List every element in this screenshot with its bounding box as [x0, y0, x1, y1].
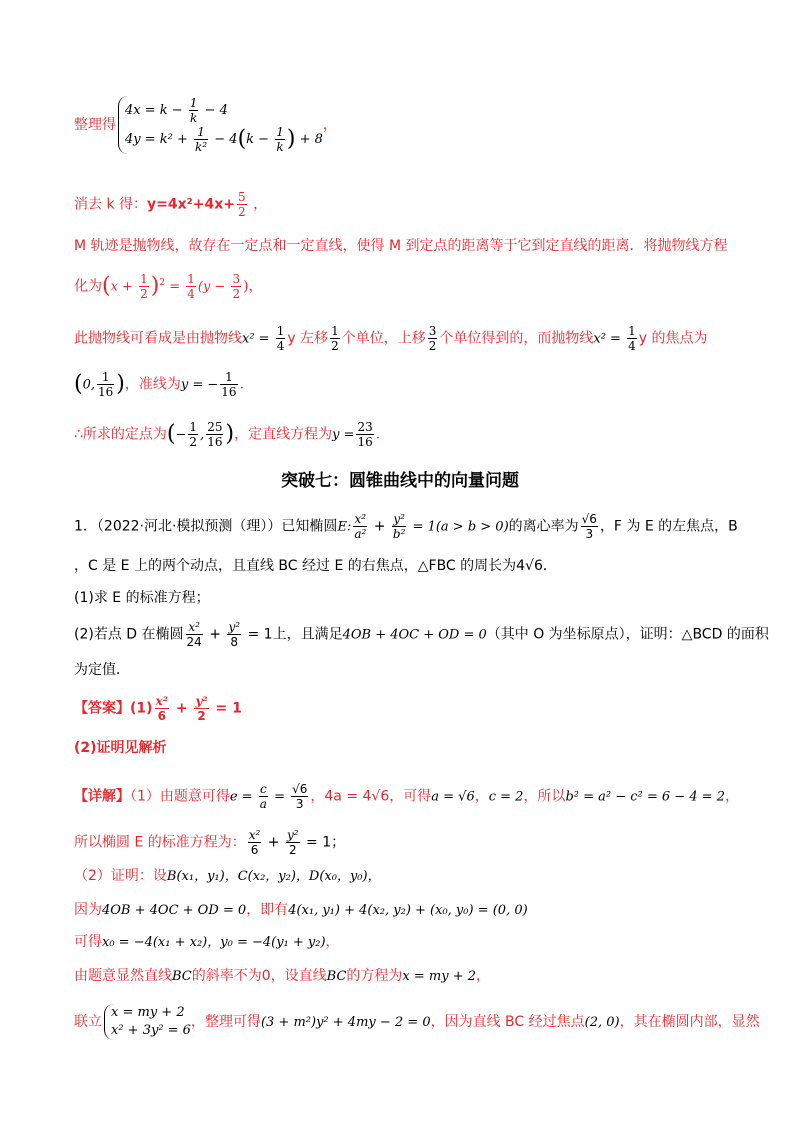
num: x²	[354, 512, 367, 526]
e5-c: 的斜率不为0，设直线	[191, 968, 327, 984]
frac-root6-3	[581, 512, 598, 541]
frac-5-over-2	[237, 190, 247, 219]
eq2-right: + 8	[295, 132, 323, 147]
p5-g: y 的焦点为	[638, 330, 708, 347]
eq-d: )，	[243, 278, 263, 295]
frac-y2-2	[286, 828, 300, 857]
e3-b: 4OB + 4OC + OD = 0	[102, 903, 247, 918]
num: √6	[292, 782, 308, 796]
num: 23	[357, 420, 373, 434]
square-sup: 2	[159, 277, 166, 288]
p7-b: −	[175, 427, 187, 443]
q1-d: = 1(a > b > 0)	[408, 519, 509, 535]
den: a²	[354, 527, 367, 541]
line-reorganize	[74, 96, 337, 154]
frac-y2-8	[227, 620, 241, 649]
detail-line-5	[74, 932, 340, 953]
question-line-1	[74, 512, 738, 541]
detail-line-4	[74, 900, 528, 921]
p6-d: .	[239, 376, 245, 393]
answer-line	[74, 694, 242, 723]
den: k	[276, 140, 284, 154]
reorganize-label: 整理得	[74, 117, 116, 133]
frac-3-2	[231, 272, 241, 301]
ans-b: +	[170, 700, 193, 717]
num: 1	[331, 324, 339, 338]
num: y²	[393, 512, 405, 526]
eq1-right: − 4	[200, 103, 228, 118]
den: 2	[286, 842, 300, 857]
det-f: ，	[474, 788, 489, 805]
num: y²	[195, 694, 208, 708]
paren-open: (	[237, 126, 247, 152]
q4-e: （其中 O 为坐标原点），证明：△BCD 的面积	[486, 626, 769, 643]
line-focus	[74, 370, 244, 399]
den: 2	[189, 435, 198, 449]
p5-f: x² =	[593, 331, 626, 347]
eq-b: =	[165, 279, 185, 295]
frac-1-16-b	[220, 370, 237, 399]
frac-1-4-b	[627, 324, 637, 353]
ans-c: = 1	[210, 700, 242, 717]
e5-e: 的方程为	[346, 968, 403, 984]
frac-1-2	[330, 324, 340, 353]
paren-close: )	[225, 421, 235, 447]
den: 24	[186, 635, 202, 649]
det-c: =	[269, 789, 290, 805]
frac-c-a	[259, 782, 268, 811]
det-i: b² = a² − c² = 6 − 4 = 2	[565, 789, 726, 805]
question-line-end: 为定值．	[74, 662, 130, 678]
frac-y2-b2	[392, 512, 407, 541]
det-g: c = 2	[488, 789, 524, 805]
p7-e: y =	[332, 427, 355, 443]
num: 1	[276, 324, 285, 338]
e6-f: ，其在椭圆内部，显然	[619, 1014, 760, 1030]
det-a: （1）由题意可得	[130, 788, 230, 805]
num: 5	[238, 190, 246, 204]
num: x²	[188, 620, 200, 634]
den: 8	[227, 634, 241, 649]
e6-d: ，因为直线 BC 经过焦点	[430, 1014, 585, 1030]
line-conclusion	[74, 420, 380, 449]
num: 1	[197, 125, 205, 139]
line-parabola-desc: M 轨迹是抛物线，故存在一定点和一定直线，使得 M 到定点的距离等于它到定直线的距离．将抛物线方程	[74, 238, 728, 254]
den: 2	[232, 287, 241, 301]
frac-x2-6	[155, 694, 169, 723]
paren-close: )	[150, 273, 160, 299]
den: 4	[276, 339, 285, 353]
frac-x2-6	[248, 828, 262, 857]
den: 3	[291, 796, 308, 811]
den: 4	[628, 339, 636, 353]
det-e: a = √6	[431, 789, 475, 805]
question-part-2	[74, 620, 769, 649]
e5-g: ，	[476, 968, 491, 984]
frac-x2-24	[186, 620, 203, 649]
equation-system	[118, 96, 323, 154]
e4-a: 可得	[74, 934, 102, 950]
den: 4	[187, 287, 195, 301]
e5-b: BC	[172, 969, 192, 984]
den: a	[259, 797, 267, 811]
frac-1-over-k-b	[275, 125, 285, 154]
eliminate-eq: y=4x²+4x+	[147, 196, 236, 213]
p7-c: ,	[200, 427, 205, 443]
p6-a: 0,	[82, 377, 95, 393]
line-shift	[74, 324, 707, 353]
num: 1	[101, 370, 110, 384]
e5-d: BC	[326, 969, 347, 984]
eq1-left: 4x = k −	[125, 103, 187, 118]
den: 6	[155, 708, 169, 723]
q1-c: +	[369, 518, 390, 535]
p6-c: y = −	[180, 377, 219, 393]
section-heading: 突破七：圆锥曲线中的向量问题	[281, 471, 519, 491]
frac-3-2	[428, 324, 438, 353]
e3-d: 4(x₁, y₁) + 4(x₂, y₂) + (x₀, y₀) = (0, 0)	[288, 903, 528, 918]
paren-open: (	[102, 273, 111, 299]
e6-e: (2, 0)	[584, 1015, 620, 1030]
p7-d: ，定直线方程为	[234, 426, 333, 443]
den: 16	[207, 435, 223, 449]
e2-a: （2）证明：设	[74, 868, 167, 884]
q4-c: = 1上，且满足	[243, 626, 343, 643]
num: 1	[187, 272, 195, 286]
e1-a: 所以椭圆 E 的标准方程为：	[74, 834, 246, 851]
detail-line-6	[74, 966, 490, 987]
det-b: e =	[229, 789, 257, 805]
e2-b: B(x₁，y₁)，C(x₂，y₂)，D(x₀，y₀)，	[166, 869, 381, 884]
answer-label: 【答案】	[74, 700, 130, 717]
num: y²	[286, 828, 299, 842]
den: k	[189, 111, 198, 125]
line-rewrite	[74, 272, 263, 301]
frac-23-16	[356, 420, 373, 449]
e3-a: 因为	[74, 902, 102, 918]
frac-25-16	[206, 420, 223, 449]
detail-label: 【详解】	[74, 788, 130, 805]
p5-a: 此抛物线可看成是由抛物线	[74, 330, 242, 347]
det-h: ，所以	[523, 788, 566, 805]
paren-open: (	[74, 371, 83, 397]
frac-1-2	[139, 272, 149, 301]
num: y²	[228, 620, 241, 634]
e1-b: +	[263, 834, 284, 851]
sys-row-1: x = my + 2	[111, 1005, 185, 1020]
num: 1	[276, 125, 284, 139]
e3-c: ，即有	[246, 902, 289, 918]
den: 6	[248, 842, 262, 857]
e4-c: ，	[325, 934, 340, 950]
eq2-paren: k −	[246, 132, 274, 147]
det-d: ，4a = 4√6，可得	[310, 788, 432, 805]
detail-line-3	[74, 866, 381, 887]
system-eq-1	[125, 96, 323, 125]
frac-root6-3	[291, 782, 308, 811]
eq2-left: 4y = k² +	[125, 132, 193, 147]
det-j: ，	[725, 788, 740, 805]
den: 2	[238, 205, 246, 219]
frac-x2-a2	[353, 512, 367, 541]
den: 2	[428, 339, 437, 353]
question-line-2: ，C 是 E 上的两个动点，且直线 BC 经过 E 的右焦点，△FBC 的周长为4√6．	[74, 558, 557, 574]
p5-b: x² =	[242, 331, 274, 347]
detail-line-2	[74, 828, 345, 857]
num: x²	[248, 828, 261, 842]
p7-f: .	[375, 426, 381, 443]
e5-f: x = my + 2	[402, 969, 477, 984]
e6-b: ，整理可得	[190, 1014, 261, 1030]
detail-line-7	[74, 1004, 760, 1040]
e5-a: 由题意显然直线	[74, 968, 172, 984]
frac-1-2	[188, 420, 198, 449]
line-eliminate-k	[74, 190, 267, 219]
sys-row-2: x² + 3y² = 6	[111, 1023, 191, 1038]
num: 3	[428, 324, 437, 338]
den: b²	[392, 527, 406, 541]
q4-b: +	[204, 626, 226, 643]
e6-a: 联立	[74, 1014, 102, 1030]
e6-c: (3 + m²)y² + 4my − 2 = 0	[260, 1015, 431, 1030]
q1-e: 的离心率为	[508, 518, 579, 535]
q1-f: ，F 为 E 的左焦点，B	[599, 518, 738, 535]
num: √6	[581, 512, 597, 526]
num: x²	[155, 694, 168, 708]
paren-close: )	[286, 126, 296, 152]
paren-close: )	[116, 371, 125, 397]
frac-1-16	[97, 370, 114, 399]
num: 1	[189, 420, 198, 434]
den: 2	[194, 708, 208, 723]
detail-line-1	[74, 782, 739, 811]
frac-1-4	[186, 272, 196, 301]
tail: ，	[248, 196, 268, 213]
paren-open: (	[166, 421, 176, 447]
question-part-1: (1)求 E 的标准方程；	[74, 590, 210, 606]
comma: ，	[322, 117, 337, 133]
frac-1-4	[276, 324, 286, 353]
e1-c: = 1；	[301, 834, 346, 851]
e4-b: x₀ = −4(x₁ + x₂)，y₀ = −4(y₁ + y₂)	[102, 935, 326, 950]
den: 16	[357, 435, 373, 449]
answer-part-2: (2)证明见解析	[74, 740, 167, 756]
p6-b: ，准线为	[124, 376, 181, 393]
system-eq-2	[125, 125, 323, 154]
p5-d: 个单位，上移	[341, 330, 426, 347]
num: 1	[225, 370, 233, 384]
num: 1	[628, 324, 636, 338]
den: k²	[195, 140, 208, 154]
num: 3	[232, 272, 241, 286]
den: 3	[581, 526, 598, 541]
frac-y2-2	[194, 694, 208, 723]
den: 2	[140, 287, 148, 301]
den: 2	[331, 339, 339, 353]
eq-c: (y −	[197, 279, 230, 295]
lead: 化为	[74, 278, 102, 295]
q1-a: 1．（2022·河北·模拟预测（理））已知椭圆	[74, 518, 338, 535]
ans-a: (1)	[130, 700, 153, 717]
eq-a: x +	[110, 279, 138, 295]
p5-c: y 左移	[287, 330, 329, 347]
p5-e: 个单位得到的，而抛物线	[439, 330, 594, 347]
eliminate-label: 消去 k 得：	[74, 196, 148, 213]
eq2-mid: − 4	[210, 132, 238, 147]
simultaneous-system	[104, 1004, 191, 1040]
num: 25	[207, 420, 223, 434]
num: 1	[140, 272, 148, 286]
den: 16	[98, 385, 114, 399]
frac-1-over-k	[189, 96, 199, 125]
num: c	[259, 782, 267, 796]
q1-b: E:	[337, 519, 352, 535]
num: 1	[189, 96, 198, 110]
q4-d: 4OB + 4OC + OD = 0	[342, 627, 487, 643]
q4-a: (2)若点 D 在椭圆	[74, 626, 184, 643]
frac-1-over-k2	[194, 125, 208, 154]
den: 16	[221, 385, 237, 399]
p7-a: ∴所求的定点为	[74, 426, 167, 443]
